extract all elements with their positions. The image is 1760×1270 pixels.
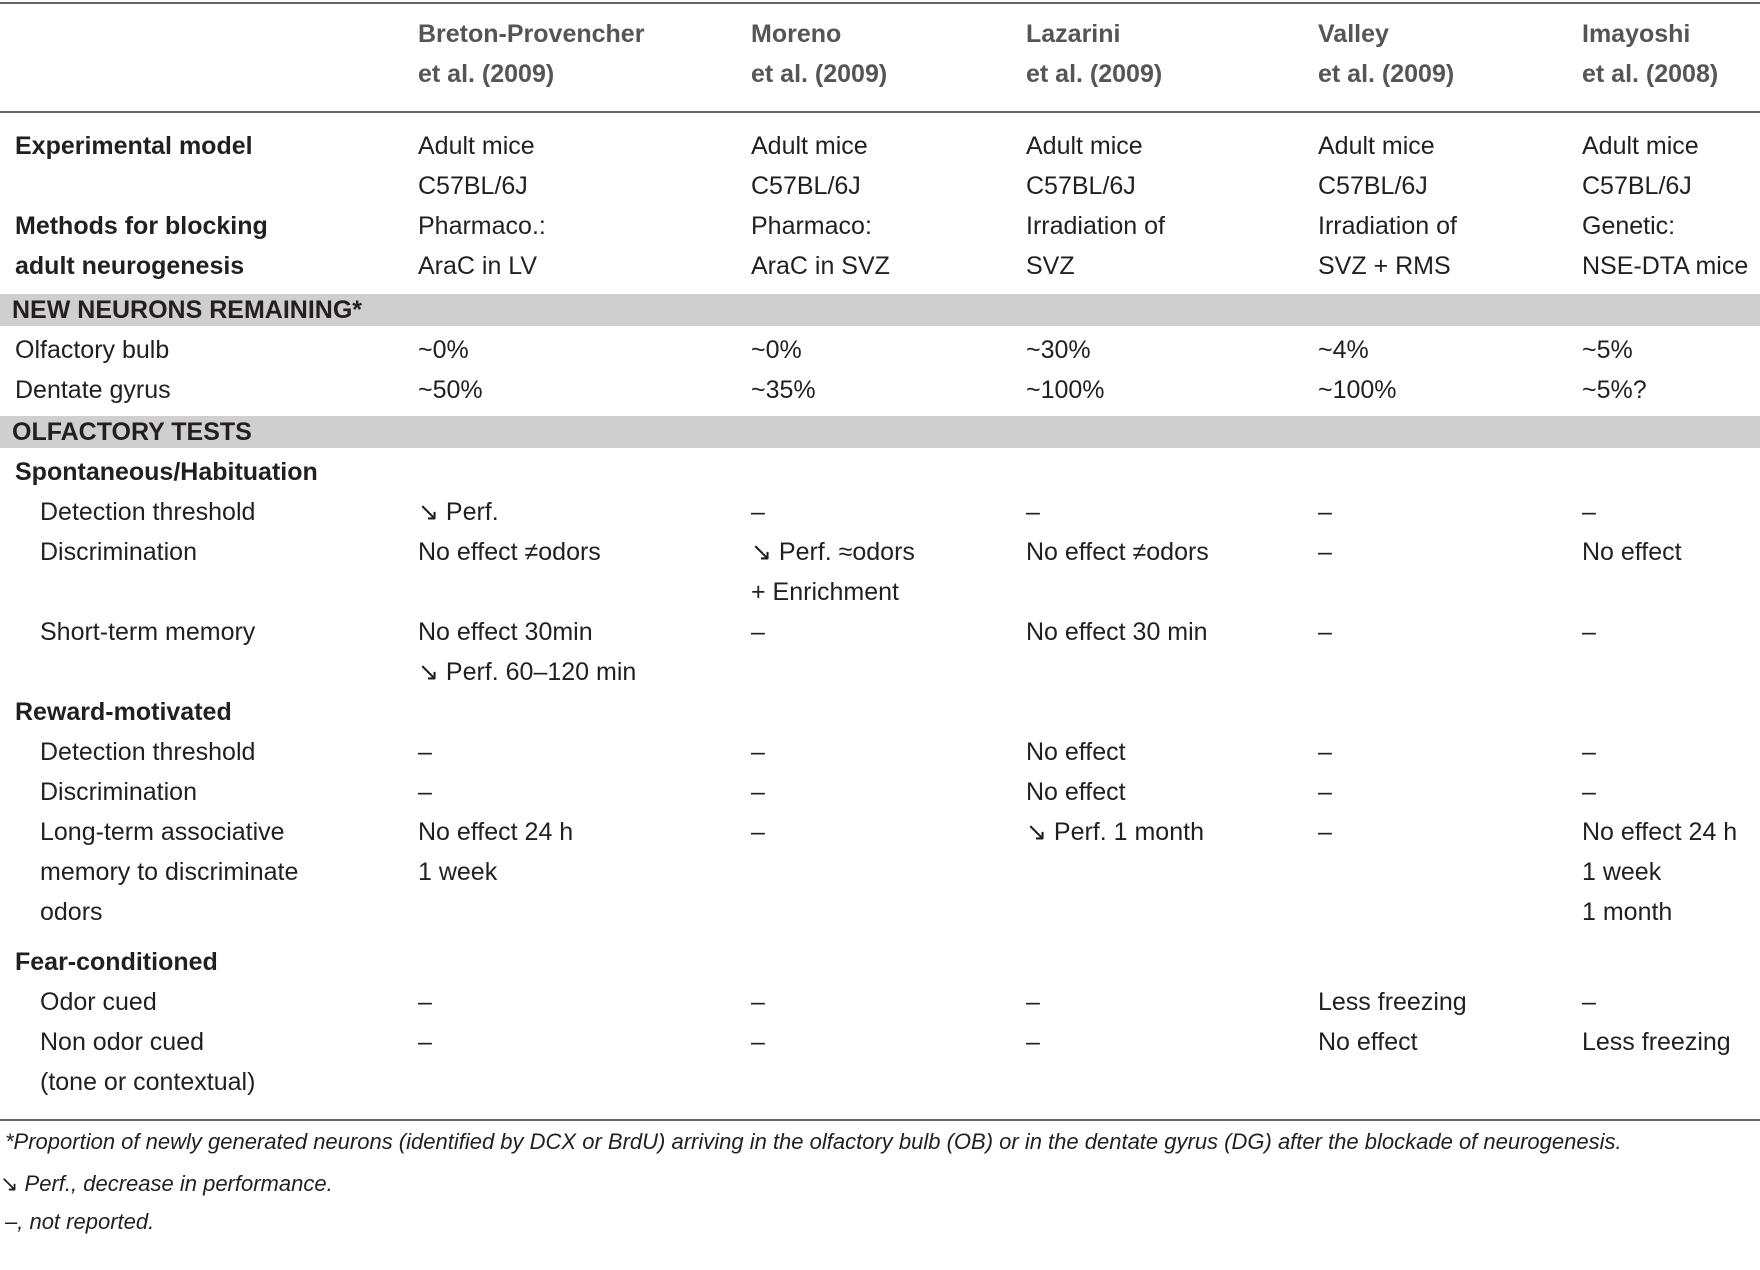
table-cell: – (751, 498, 765, 526)
table-cell: – (1582, 618, 1596, 646)
table-cell: ~35% (751, 376, 816, 404)
table-cell: Irradiation of (1318, 212, 1457, 240)
row-label: Dentate gyrus (15, 376, 171, 404)
table-cell: – (418, 1028, 432, 1056)
table-cell: Genetic: (1582, 212, 1676, 240)
row-label: (tone or contextual) (40, 1068, 256, 1096)
table-cell: – (751, 738, 765, 766)
table-cell: ~4% (1318, 336, 1369, 364)
column-header-1-line1: Breton-Provencher (418, 20, 645, 48)
table-cell: ~50% (418, 376, 483, 404)
table-cell: – (1582, 778, 1596, 806)
row-label: Discrimination (40, 778, 197, 806)
table-cell: C57BL/6J (1026, 172, 1136, 200)
table-cell: – (751, 778, 765, 806)
table-cell: – (751, 988, 765, 1016)
table-cell: No effect (1026, 778, 1126, 806)
table-cell: No effect 30min (418, 618, 593, 646)
footnote: ↘ Perf., decrease in performance. (0, 1171, 333, 1196)
table-cell: Adult mice (1318, 132, 1435, 160)
table-cell: – (1318, 818, 1332, 846)
bottom-rule (0, 1119, 1760, 1121)
table-cell: ~5% (1582, 336, 1633, 364)
table-cell: – (1318, 618, 1332, 646)
row-label: Olfactory bulb (15, 336, 170, 364)
table-cell: – (751, 1028, 765, 1056)
table-cell: Less freezing (1318, 988, 1467, 1016)
table-cell: Less freezing (1582, 1028, 1731, 1056)
row-label: Experimental model (15, 132, 253, 160)
column-header-1-line2: et al. (2009) (418, 60, 555, 88)
table-cell: SVZ + RMS (1318, 252, 1451, 280)
section-heading: OLFACTORY TESTS (12, 418, 252, 446)
table-cell: Adult mice (1026, 132, 1143, 160)
table-cell: – (1582, 498, 1596, 526)
table-cell: – (1026, 1028, 1040, 1056)
table-cell: Pharmaco.: (418, 212, 546, 240)
table-cell: No effect 30 min (1026, 618, 1208, 646)
table-cell: ~100% (1026, 376, 1105, 404)
row-label: Spontaneous/Habituation (15, 458, 318, 486)
table-cell: No effect 24 h (1582, 818, 1738, 846)
top-rule (0, 2, 1760, 4)
column-header-3-line1: Lazarini (1026, 20, 1121, 48)
row-label: Fear-conditioned (15, 948, 218, 976)
table-cell: – (1582, 738, 1596, 766)
row-label: Detection threshold (40, 498, 256, 526)
table-cell: No effect (1318, 1028, 1418, 1056)
table-cell: ~0% (751, 336, 802, 364)
column-header-4-line2: et al. (2009) (1318, 60, 1455, 88)
row-label: adult neurogenesis (15, 252, 245, 280)
table-cell: 1 week (418, 858, 498, 886)
section-band (0, 416, 1760, 448)
footnote: –, not reported. (5, 1209, 155, 1234)
column-header-5-line1: Imayoshi (1582, 20, 1691, 48)
row-label: Discrimination (40, 538, 197, 566)
table-cell: – (418, 778, 432, 806)
row-label: Long-term associative (40, 818, 285, 846)
table-cell: C57BL/6J (1318, 172, 1428, 200)
table-cell: – (418, 738, 432, 766)
table-cell: – (1318, 498, 1332, 526)
table-cell: Adult mice (1582, 132, 1699, 160)
column-header-5-line2: et al. (2008) (1582, 60, 1719, 88)
row-label: memory to discriminate (40, 858, 299, 886)
table-cell: Pharmaco: (751, 212, 872, 240)
table-cell: – (1026, 988, 1040, 1016)
table-cell: SVZ (1026, 252, 1075, 280)
table-cell: – (1318, 778, 1332, 806)
table-cell: No effect ≠odors (1026, 538, 1209, 566)
row-label: Odor cued (40, 988, 157, 1016)
table-cell: No effect (1582, 538, 1682, 566)
table-cell: – (1026, 498, 1040, 526)
column-header-2-line1: Moreno (751, 20, 842, 48)
row-label: Non odor cued (40, 1028, 205, 1056)
table-cell: C57BL/6J (418, 172, 528, 200)
table-cell: NSE-DTA mice (1582, 252, 1749, 280)
row-label: Detection threshold (40, 738, 256, 766)
table-cell: No effect (1026, 738, 1126, 766)
table-cell: ~30% (1026, 336, 1091, 364)
table-cell: C57BL/6J (751, 172, 861, 200)
table-cell: ~100% (1318, 376, 1397, 404)
table-cell: – (1318, 538, 1332, 566)
table-cell: Adult mice (751, 132, 868, 160)
table-cell: ~5%? (1582, 376, 1647, 404)
row-label: odors (40, 898, 103, 926)
column-header-2-line2: et al. (2009) (751, 60, 888, 88)
table-cell: ↘ Perf. 60–120 min (418, 658, 637, 686)
row-label: Reward-motivated (15, 698, 232, 726)
table-cell: ~0% (418, 336, 469, 364)
table-cell: – (1318, 738, 1332, 766)
table-cell: 1 month (1582, 898, 1673, 926)
header-rule (0, 111, 1760, 113)
column-header-3-line2: et al. (2009) (1026, 60, 1163, 88)
table-cell: No effect ≠odors (418, 538, 601, 566)
table-cell: – (751, 818, 765, 846)
table-cell: C57BL/6J (1582, 172, 1692, 200)
table-cell: No effect 24 h (418, 818, 574, 846)
table-cell: ↘ Perf. 1 month (1026, 818, 1204, 846)
table-cell: ↘ Perf. ≈odors (751, 538, 915, 566)
footnote: *Proportion of newly generated neurons (identified by DCX or BrdU) arriving in the olfactory bulb (OB) or in the dentate gyrus (DG) after the blockade of neurogenesis. (5, 1129, 1622, 1154)
table-cell: ↘ Perf. (418, 498, 499, 526)
table-cell: Adult mice (418, 132, 535, 160)
table-cell: + Enrichment (751, 578, 899, 606)
table-cell: – (751, 618, 765, 646)
row-label: Methods for blocking (15, 212, 268, 240)
table-cell: – (1582, 988, 1596, 1016)
section-heading: NEW NEURONS REMAINING* (12, 296, 363, 324)
table-cell: – (418, 988, 432, 1016)
table-cell: Irradiation of (1026, 212, 1165, 240)
table-cell: AraC in SVZ (751, 252, 890, 280)
column-header-4-line1: Valley (1318, 20, 1389, 48)
table-cell: 1 week (1582, 858, 1662, 886)
table-cell: AraC in LV (418, 252, 538, 280)
row-label: Short-term memory (40, 618, 256, 646)
